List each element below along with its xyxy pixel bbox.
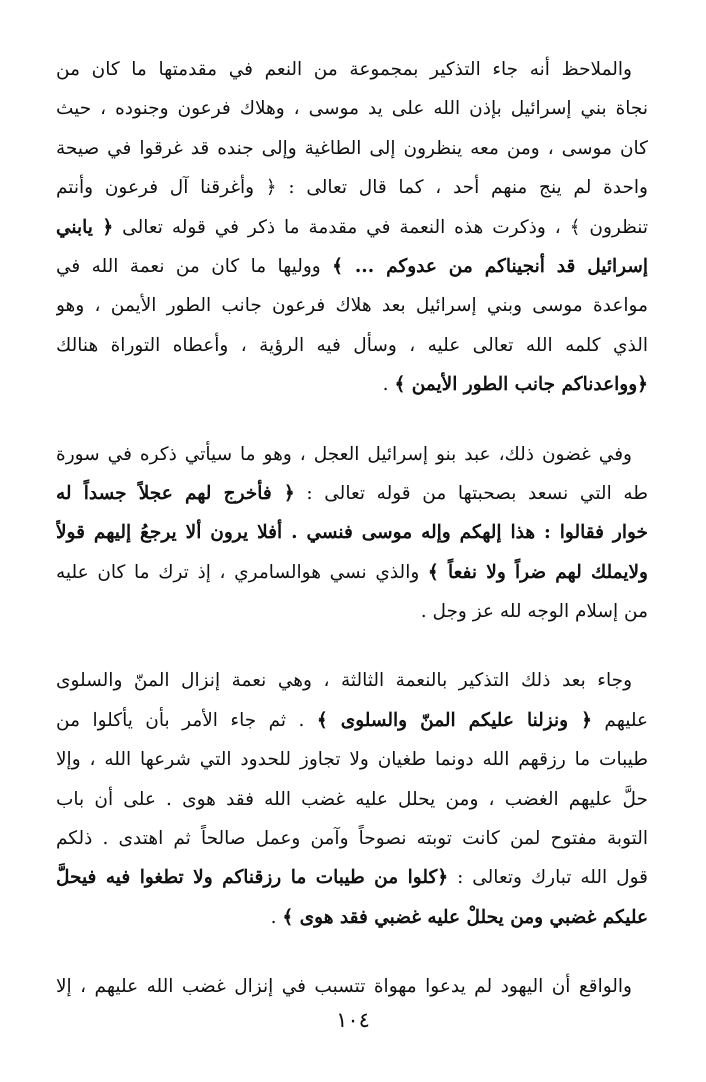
- text-line: [56, 50, 648, 89]
- text-line: [56, 326, 648, 365]
- text-segment: مواعدة موسى وبني إسرائيل بعد هلاك فرعون جانب الطور الأيمن ، وهو: [56, 295, 648, 317]
- quran-quote: ﴿ ونزلنا عليكم المنّ والسلوى ﴾: [316, 709, 592, 731]
- text-line: [56, 435, 648, 474]
- quran-quote: ولايملك لهم ضراً ولا نفعاً ﴾: [427, 561, 648, 583]
- text-segment: والذي نسي هوالسامري ، إذ ترك ما كان عليه: [56, 561, 428, 583]
- quran-quote: ﴿ يابني: [56, 216, 114, 238]
- text-line: [56, 898, 648, 937]
- text-segment: والواقع أن اليهود لم يدعوا مهواة تتسبب في إنزال غضب الله عليهم ، إلا: [56, 976, 632, 998]
- text-segment: عليهم: [591, 709, 648, 731]
- text-segment: وفي غضون ذلك، عبد بنو إسرائيل العجل ، وهو ما سيأتي ذكره في سورة: [56, 443, 632, 465]
- text-line: [56, 819, 648, 858]
- text-line: [56, 168, 648, 207]
- text-line: [56, 740, 648, 779]
- quran-quote: إسرائيل قد أنجيناكم من عدوكم ... ﴾: [332, 255, 648, 277]
- text-segment: من إسلام الوجه لله عز وجل .: [420, 601, 648, 623]
- page-body: [56, 50, 648, 1037]
- text-segment: طيبات ما رزقهم الله دونما طغيان ولا تجاوز للحدود التي شرعها الله ، وإلا: [56, 749, 648, 771]
- text-segment: تنظرون ﴾ ، وذكرت هذه النعمة في مقدمة ما ذكر في قوله تعالى: [113, 216, 648, 238]
- text-segment: نجاة بني إسرائيل بإذن الله على يد موسى ، وهلاك فرعون وجنوده ، حيث: [56, 98, 648, 120]
- quran-quote: عليكم غضبي ومن يحللْ عليه غضبي فقد هوى ﴾: [282, 906, 648, 928]
- text-line: [56, 858, 648, 897]
- text-segment: وجاء بعد ذلك التذكير بالنعمة الثالثة ، وهي نعمة إنزال المنّ والسلوى: [56, 670, 632, 692]
- text-segment: . ثم جاء الأمر بأن يأكلوا من: [56, 709, 317, 731]
- text-line: [56, 247, 648, 286]
- text-segment: طه التي نسعد بصحبتها من قوله تعالى :: [294, 482, 648, 504]
- quran-quote: ﴿كلوا من طيبات ما رزقناكم ولا تطغوا فيه فيحلَّ: [56, 867, 449, 889]
- text-segment: والملاحظ أنه جاء التذكير بمجموعة من النعم في مقدمتها ما كان من: [56, 59, 632, 80]
- text-line: [56, 208, 648, 247]
- text-line: [56, 513, 648, 552]
- text-segment: التوبة مفتوح لمن كانت توبته نصوحاً وآمن وعمل صالحاً ثم اهتدى . ذلكم: [56, 828, 648, 850]
- paragraph: [56, 435, 648, 632]
- paragraph: [56, 967, 648, 1006]
- text-line: [56, 553, 648, 592]
- quran-quote: ﴿ فأخرج لهم عجلاً جسداً له: [56, 482, 295, 504]
- text-line: [56, 661, 648, 700]
- text-segment: الذي كلمه الله تعالى عليه ، وسأل فيه الرؤية ، وأعطاه التوراة هنالك: [56, 334, 648, 356]
- text-line: [56, 474, 648, 513]
- text-segment: .: [382, 374, 395, 396]
- paragraph: [56, 661, 648, 937]
- text-line: [56, 286, 648, 325]
- text-line: [56, 365, 648, 404]
- quran-quote: خوار فقالوا : هذا إلهكم وإله موسى فنسي . أفلا يرون ألا يرجعُ إليهم قولاً: [56, 522, 648, 544]
- text-segment: كان موسى ، ومن معه ينظرون إلى الطاغية وإلى جنده قد غرقوا في صيحة: [56, 137, 648, 159]
- text-line: [56, 592, 648, 631]
- text-line: [56, 780, 648, 819]
- text-line: [56, 967, 648, 1006]
- text-segment: واحدة لم ينج منهم أحد ، كما قال تعالى : ﴿ وأغرقنا آل فرعون وأنتم: [56, 177, 648, 199]
- text-segment: .: [270, 906, 283, 928]
- quran-quote: ﴿وواعدناكم جانب الطور الأيمن ﴾: [394, 374, 648, 396]
- text-segment: ووليها ما كان من نعمة الله في: [56, 255, 333, 277]
- text-line: [56, 129, 648, 168]
- text-line: [56, 89, 648, 128]
- text-segment: قول الله تبارك وتعالى :: [448, 867, 648, 889]
- text-line: [56, 701, 648, 740]
- paragraph: [56, 50, 648, 405]
- text-segment: حلَّ عليهم الغضب ، ومن يحلل عليه غضب الله فقد هوى . على أن باب: [56, 788, 648, 810]
- page-number: ١٠٤: [336, 1008, 370, 1032]
